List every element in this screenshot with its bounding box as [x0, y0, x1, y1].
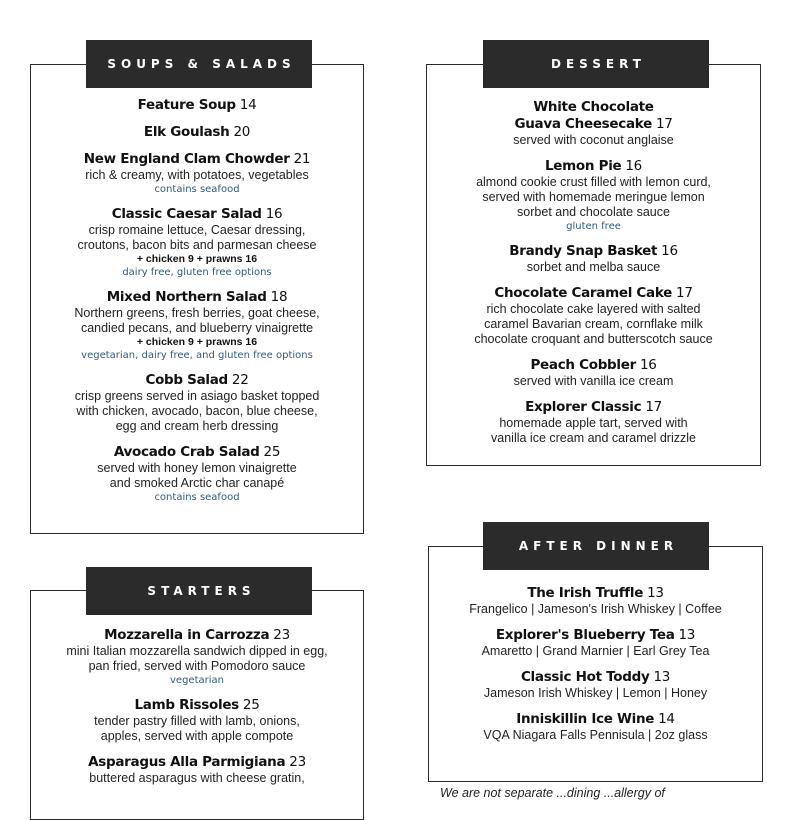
- item-name-row: [31, 627, 363, 644]
- item-name: Brandy Snap Basket: [509, 243, 658, 259]
- item-name-row: [427, 399, 760, 416]
- item-name-row: [429, 711, 762, 728]
- menu-item: [427, 158, 760, 233]
- item-description: with chicken, avocado, bacon, blue cheese,: [76, 404, 318, 418]
- item-price: 23: [273, 627, 290, 643]
- item-name: Explorer's Blueberry Tea: [495, 627, 675, 643]
- menu-item: [31, 697, 363, 744]
- item-price: 17: [645, 399, 662, 415]
- menu-item: [31, 151, 363, 196]
- item-name-row: [31, 151, 363, 168]
- item-name: Avocado Crab Salad: [113, 444, 260, 460]
- item-price: 16: [265, 206, 283, 222]
- starters-header: STARTERS: [86, 567, 312, 615]
- item-price: 14: [658, 711, 675, 727]
- item-dietary-note: gluten free: [566, 221, 621, 232]
- item-name-row: [31, 289, 363, 306]
- item-price: 20: [233, 124, 251, 140]
- menu-item: [31, 206, 363, 279]
- item-name-row: [427, 158, 760, 175]
- item-description: sorbet and melba sauce: [526, 260, 661, 274]
- item-name: Lemon Pie: [545, 158, 622, 174]
- dessert-items: [427, 99, 760, 456]
- after-dinner-section: [428, 546, 763, 782]
- item-name: Lamb Rissoles: [134, 697, 239, 713]
- item-name: White Chocolate: [533, 99, 654, 115]
- menu-item: [31, 754, 363, 786]
- item-name: Feature Soup: [137, 97, 236, 113]
- item-name: The Irish Truffle: [527, 585, 644, 601]
- menu-item: [427, 399, 760, 446]
- item-name-row: [429, 627, 762, 644]
- soups-salads-section: [30, 64, 364, 534]
- item-price: 13: [653, 669, 671, 685]
- dessert-section: [426, 64, 761, 466]
- item-name-row: [31, 372, 363, 389]
- item-description: crisp greens served in asiago basket topped: [74, 389, 320, 403]
- item-description: caramel Bavarian cream, cornflake milk: [484, 317, 703, 331]
- item-name: Mixed Northern Salad: [106, 289, 267, 305]
- item-dietary-note: contains seafood: [154, 492, 240, 503]
- menu-item: [429, 669, 762, 701]
- item-name-row: [429, 585, 762, 602]
- item-name-row: [31, 697, 363, 714]
- item-description: rich & creamy, with potatoes, vegetables: [85, 168, 309, 182]
- item-name: New England Clam Chowder: [83, 151, 290, 167]
- item-price: 16: [661, 243, 678, 259]
- after-dinner-header: AFTER DINNER: [483, 522, 709, 570]
- item-description: buttered asparagus with cheese gratin,: [89, 771, 305, 785]
- item-description: homemade apple tart, served with: [499, 416, 688, 430]
- item-price: 18: [270, 289, 288, 305]
- starters-items: [31, 627, 363, 796]
- item-description: sorbet and chocolate sauce: [517, 205, 670, 219]
- item-description: Amaretto | Grand Marnier | Earl Grey Tea: [481, 644, 710, 658]
- item-description: served with honey lemon vinaigrette: [97, 461, 297, 475]
- menu-item: [31, 97, 363, 114]
- item-addons: + chicken 9 + prawns 16: [136, 336, 258, 348]
- item-name: Chocolate Caramel Cake: [494, 285, 673, 301]
- item-description: crisp romaine lettuce, Caesar dressing,: [88, 223, 306, 237]
- menu-item: [31, 124, 363, 141]
- menu-item: [427, 285, 760, 347]
- item-price: 17: [676, 285, 693, 301]
- item-name-row: [31, 124, 363, 141]
- soups-salads-header: SOUPS & SALADS: [86, 40, 312, 88]
- menu-item: [427, 243, 760, 275]
- item-name: Peach Cobbler: [530, 357, 636, 373]
- menu-item: [429, 711, 762, 743]
- item-description: served with coconut anglaise: [513, 133, 674, 147]
- starters-section: [30, 590, 364, 820]
- menu-item: [429, 627, 762, 659]
- dessert-header: DESSERT: [483, 40, 709, 88]
- item-description: Jameson Irish Whiskey | Lemon | Honey: [483, 686, 708, 700]
- item-description: chocolate croquant and butterscotch sauce: [474, 332, 713, 346]
- item-description: candied pecans, and blueberry vinaigrette: [80, 321, 314, 335]
- item-description: apples, served with apple compote: [100, 729, 294, 743]
- item-name: Classic Caesar Salad: [111, 206, 262, 222]
- item-name-row: [31, 206, 363, 223]
- menu-item: [427, 357, 760, 389]
- item-description: croutons, bacon bits and parmesan cheese: [77, 238, 317, 252]
- item-name-row: [427, 243, 760, 260]
- item-name-row: [31, 754, 363, 771]
- item-description: VQA Niagara Falls Pennisula | 2oz glass: [483, 728, 708, 742]
- item-description: and smoked Arctic char canapé: [109, 476, 285, 490]
- item-price: 16: [639, 357, 657, 373]
- item-dietary-note: contains seafood: [154, 184, 240, 195]
- menu-item: [31, 289, 363, 362]
- item-price: 17: [655, 116, 673, 132]
- item-description: Northern greens, fresh berries, goat cheese,: [74, 306, 320, 320]
- item-dietary-note: dairy free, gluten free options: [122, 267, 272, 278]
- menu-item: [31, 444, 363, 504]
- menu-item: [31, 627, 363, 687]
- item-price: 13: [678, 627, 696, 643]
- item-description: vanilla ice cream and caramel drizzle: [491, 431, 696, 445]
- item-name-row: [427, 357, 760, 374]
- item-description: served with vanilla ice cream: [513, 374, 674, 388]
- item-description: served with homemade meringue lemon: [482, 190, 705, 204]
- menu-item: [427, 99, 760, 148]
- soups-salads-items: [31, 97, 363, 514]
- menu-item: [31, 372, 363, 434]
- item-name-row: [427, 285, 760, 302]
- item-name: Guava Cheesecake: [514, 116, 652, 132]
- item-name-row: [31, 97, 363, 114]
- item-name-row: [427, 99, 760, 133]
- item-price: 25: [263, 444, 281, 460]
- item-price: 25: [242, 697, 260, 713]
- footer-note: We are not separate ...dining ...allergy of: [440, 786, 665, 800]
- item-addons: + chicken 9 + prawns 16: [136, 253, 258, 265]
- item-description: Frangelico | Jameson's Irish Whiskey | Coffee: [469, 602, 722, 616]
- item-description: egg and cream herb dressing: [115, 419, 279, 433]
- item-price: 13: [647, 585, 664, 601]
- after-dinner-items: [429, 585, 762, 753]
- item-description: mini Italian mozzarella sandwich dipped in egg,: [66, 644, 328, 658]
- item-dietary-note: vegetarian, dairy free, and gluten free options: [81, 350, 313, 361]
- item-description: tender pastry filled with lamb, onions,: [94, 714, 300, 728]
- item-dietary-note: vegetarian: [170, 675, 224, 686]
- item-name: Explorer Classic: [525, 399, 642, 415]
- item-name: Cobb Salad: [145, 372, 228, 388]
- item-name-row: [429, 669, 762, 686]
- item-name-row: [31, 444, 363, 461]
- item-price: 16: [625, 158, 642, 174]
- item-price: 14: [239, 97, 257, 113]
- item-name: Asparagus Alla Parmigiana: [88, 754, 286, 770]
- item-description: rich chocolate cake layered with salted: [486, 302, 701, 316]
- item-name: Mozzarella in Carrozza: [104, 627, 270, 643]
- item-name: Inniskillin Ice Wine: [516, 711, 655, 727]
- item-name: Classic Hot Toddy: [520, 669, 650, 685]
- item-name: Elk Goulash: [143, 124, 230, 140]
- menu-item: [429, 585, 762, 617]
- item-price: 21: [293, 151, 311, 167]
- item-description: pan fried, served with Pomodoro sauce: [88, 659, 306, 673]
- item-price: 22: [231, 372, 249, 388]
- item-price: 23: [289, 754, 306, 770]
- item-description: almond cookie crust filled with lemon curd,: [476, 175, 711, 189]
